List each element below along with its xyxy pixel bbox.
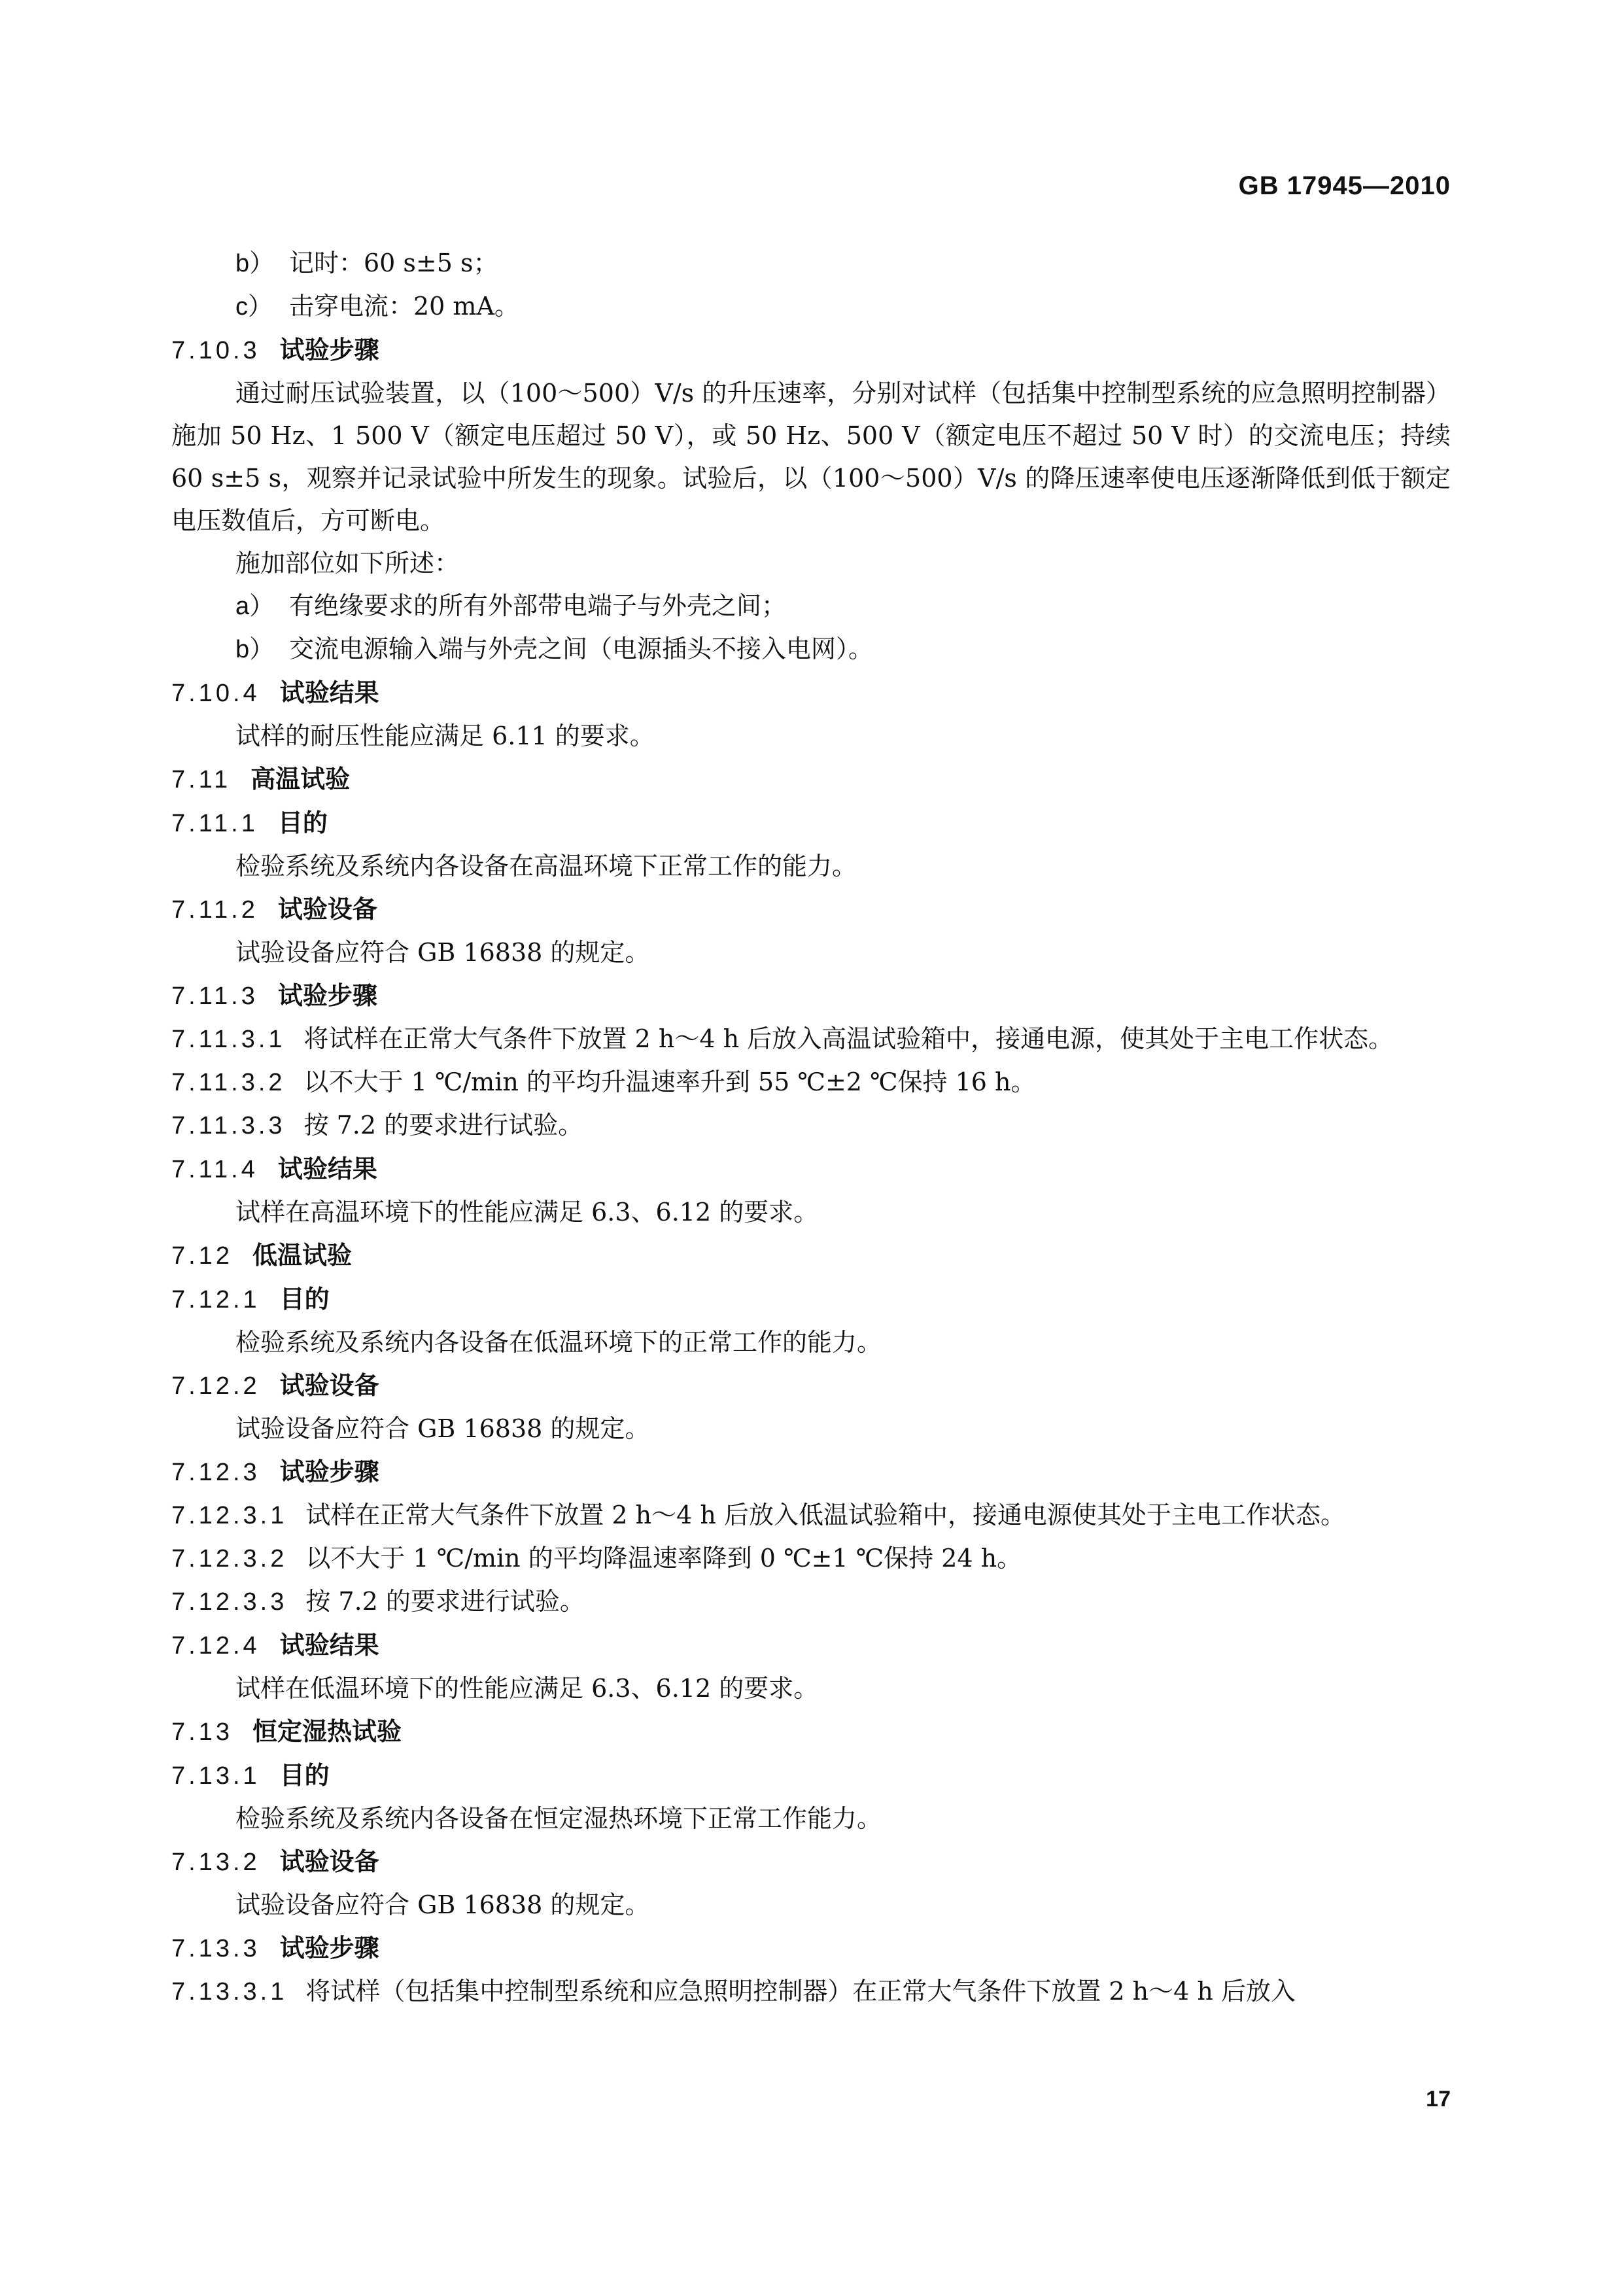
section-heading: [171, 671, 1451, 715]
section-heading: [171, 328, 1451, 372]
section-title: 目的: [277, 808, 328, 837]
section-title: 高温试验: [250, 764, 351, 793]
paragraph: 试样在高温环境下的性能应满足 6.3、6.12 的要求。: [235, 1198, 819, 1226]
clause-text: 试样在正常大气条件下放置 2 h～4 h 后放入低温试验箱中，接通电源使其处于主电工作状态。: [305, 1501, 1345, 1529]
section-number: 7.12.1: [171, 1286, 260, 1313]
clause-number: 7.13.3.1: [171, 1978, 288, 2006]
clause-text: 将试样在正常大气条件下放置 2 h～4 h 后放入高温试验箱中，接通电源，使其处于主电工作状态。: [303, 1024, 1394, 1053]
section-number: 7.13.1: [171, 1762, 260, 1790]
paragraph: 检验系统及系统内各设备在低温环境下的正常工作的能力。: [235, 1328, 882, 1357]
section-number: 7.11.4: [171, 1156, 258, 1183]
section-heading: [171, 1624, 1451, 1667]
section-title: 试验步骤: [279, 1457, 379, 1486]
section-heading: [171, 1926, 1451, 1970]
list-item: [171, 585, 1451, 628]
paragraph: 检验系统及系统内各设备在恒定湿热环境下正常工作能力。: [235, 1804, 882, 1833]
clause: [171, 1018, 1451, 1061]
paragraph: 通过耐压试验装置，以（100～500）V/s 的升压速率，分别对试样（包括集中控制型系统的应急照明控制器）施加 50 Hz、1 500 V（额定电压超过 50 V），或 50 Hz、500 V（额定电压不超过 50 V 时）的交流电压；持续 60 s±5 s，观察并记录试验中所发生的现象。试验后，以（100～500）V/s 的降压速率使电压逐渐降低到低于额定电压数值后，方可断电。: [171, 379, 1451, 535]
section-title: 低温试验: [252, 1240, 352, 1270]
clause-number: 7.11.3.3: [171, 1112, 286, 1139]
clause: [171, 1061, 1451, 1104]
clause-number: 7.12.3.1: [171, 1502, 288, 1529]
list-item: [171, 628, 1451, 671]
paragraph: 检验系统及系统内各设备在高温环境下正常工作的能力。: [235, 852, 857, 880]
section-number: 7.13.2: [171, 1849, 260, 1876]
clause-number: 7.12.3.3: [171, 1588, 288, 1616]
section-number: 7.12.4: [171, 1632, 260, 1660]
paragraph: 试验设备应符合 GB 16838 的规定。: [235, 1414, 650, 1443]
section-title: 试验结果: [277, 1154, 377, 1183]
clause-number: 7.12.3.2: [171, 1545, 288, 1573]
section-title: 试验结果: [279, 1630, 379, 1660]
clause: [171, 1494, 1451, 1537]
section-title: 试验结果: [279, 678, 379, 707]
list-text: 击穿电流：20 mA。: [289, 292, 519, 321]
clause-text: 以不大于 1 ℃/min 的平均升温速率升到 55 ℃±2 ℃保持 16 h。: [303, 1068, 1036, 1096]
paragraph: 试样的耐压性能应满足 6.11 的要求。: [235, 722, 655, 750]
clause-text: 以不大于 1 ℃/min 的平均降温速率降到 0 ℃±1 ℃保持 24 h。: [305, 1544, 1022, 1573]
section-heading: [171, 1450, 1451, 1494]
section-number: 7.13: [171, 1718, 233, 1746]
section-title: 试验设备: [279, 1847, 379, 1876]
section-heading: [171, 1278, 1451, 1321]
section-heading: [171, 1234, 1451, 1278]
paragraph: 试验设备应符合 GB 16838 的规定。: [235, 1890, 650, 1919]
section-heading: [171, 888, 1451, 931]
list-label: b）: [235, 636, 275, 663]
list-item: [171, 242, 1451, 285]
clause: [171, 1104, 1451, 1147]
section-title: 试验设备: [277, 894, 377, 924]
clause: [171, 1580, 1451, 1624]
section-number: 7.12.2: [171, 1372, 260, 1400]
clause-text: 按 7.2 的要求进行试验。: [303, 1111, 583, 1139]
list-label: c）: [235, 293, 273, 321]
list-text: 有绝缘要求的所有外部带电端子与外壳之间；: [289, 591, 787, 620]
section-heading: [171, 974, 1451, 1018]
document-body: [171, 242, 1451, 2013]
list-label: a）: [235, 593, 275, 620]
clause-text: 按 7.2 的要求进行试验。: [305, 1587, 585, 1616]
section-title: 目的: [279, 1284, 330, 1313]
list-item: [171, 285, 1451, 328]
section-title: 试验步骤: [277, 981, 377, 1010]
section-heading: [171, 1840, 1451, 1884]
section-title: 试验步骤: [279, 335, 379, 364]
list-text: 交流电源输入端与外壳之间（电源插头不接入电网）。: [289, 635, 874, 663]
section-number: 7.12.3: [171, 1459, 260, 1486]
clause-text: 将试样（包括集中控制型系统和应急照明控制器）在正常大气条件下放置 2 h～4 h 后放入: [305, 1977, 1296, 2006]
section-title: 试验设备: [279, 1370, 379, 1400]
section-heading: [171, 801, 1451, 845]
section-title: 恒定湿热试验: [252, 1716, 402, 1746]
section-title: 目的: [279, 1760, 330, 1790]
section-number: 7.11.3: [171, 983, 258, 1010]
section-number: 7.10.3: [171, 337, 260, 364]
section-heading: [171, 1710, 1451, 1754]
section-number: 7.11.2: [171, 896, 258, 924]
list-label: b）: [235, 250, 275, 277]
section-number: 7.10.4: [171, 680, 260, 707]
list-text: 记时：60 s±5 s；: [289, 249, 498, 277]
paragraph: 施加部位如下所述：: [235, 549, 460, 578]
section-number: 7.11: [171, 766, 232, 793]
paragraph: 试样在低温环境下的性能应满足 6.3、6.12 的要求。: [235, 1674, 819, 1703]
section-heading: [171, 757, 1451, 801]
section-title: 试验步骤: [279, 1933, 379, 1962]
section-number: 7.12: [171, 1242, 233, 1270]
section-heading: [171, 1364, 1451, 1408]
paragraph: 试验设备应符合 GB 16838 的规定。: [235, 938, 650, 967]
page-number: 17: [1426, 2087, 1451, 2112]
clause: [171, 1970, 1451, 2013]
section-number: 7.11.1: [171, 810, 258, 837]
section-heading: [171, 1147, 1451, 1191]
section-number: 7.13.3: [171, 1935, 260, 1962]
clause-number: 7.11.3.2: [171, 1069, 286, 1096]
section-heading: [171, 1754, 1451, 1798]
standard-code: GB 17945—2010: [1238, 171, 1451, 200]
clause-number: 7.11.3.1: [171, 1026, 286, 1053]
clause: [171, 1537, 1451, 1580]
